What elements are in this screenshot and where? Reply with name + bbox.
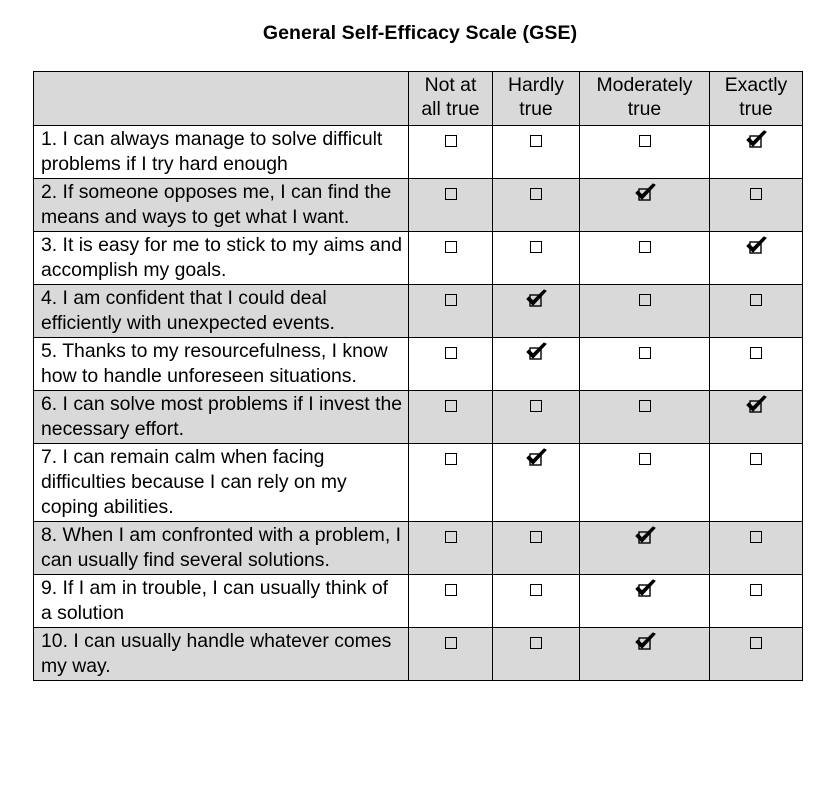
response-cell-not-at-all-true bbox=[409, 232, 493, 285]
checkbox-icon[interactable] bbox=[530, 584, 542, 596]
response-cell-hardly-true bbox=[493, 179, 580, 232]
response-cell-not-at-all-true bbox=[409, 338, 493, 391]
checkbox-icon[interactable] bbox=[445, 531, 457, 543]
checkbox-icon[interactable] bbox=[639, 135, 651, 147]
response-cell-hardly-true bbox=[493, 126, 580, 179]
response-cell-hardly-true bbox=[493, 285, 580, 338]
checked-box-icon[interactable] bbox=[524, 342, 548, 362]
checked-box-icon[interactable] bbox=[524, 448, 548, 468]
checkbox-icon[interactable] bbox=[530, 188, 542, 200]
checkbox-icon[interactable] bbox=[530, 531, 542, 543]
item-statement: 9. If I am in trouble, I can usually think of a solution bbox=[34, 575, 409, 628]
checkbox-icon[interactable] bbox=[530, 637, 542, 649]
response-cell-not-at-all-true bbox=[409, 126, 493, 179]
checkbox-icon[interactable] bbox=[530, 400, 542, 412]
checkbox-icon[interactable] bbox=[445, 241, 457, 253]
item-statement: 3. It is easy for me to stick to my aims and accomplish my goals. bbox=[34, 232, 409, 285]
header-statement bbox=[34, 72, 409, 126]
response-cell-moderately-true bbox=[580, 338, 710, 391]
item-row bbox=[34, 338, 803, 391]
item-statement: 8. When I am confronted with a problem, I can usually find several solutions. bbox=[34, 522, 409, 575]
checkbox-icon[interactable] bbox=[445, 347, 457, 359]
response-cell-moderately-true bbox=[580, 391, 710, 444]
response-cell-hardly-true bbox=[493, 232, 580, 285]
header-moderately-true: Moderately true bbox=[580, 72, 710, 126]
response-cell-moderately-true bbox=[580, 575, 710, 628]
item-statement: 10. I can usually handle whatever comes my way. bbox=[34, 628, 409, 681]
checkbox-icon[interactable] bbox=[750, 347, 762, 359]
checkbox-icon[interactable] bbox=[750, 294, 762, 306]
checked-box-icon[interactable] bbox=[524, 289, 548, 309]
item-statement: 4. I am confident that I could deal efficiently with unexpected events. bbox=[34, 285, 409, 338]
response-cell-moderately-true bbox=[580, 522, 710, 575]
checked-box-icon[interactable] bbox=[633, 579, 657, 599]
checked-box-icon[interactable] bbox=[633, 183, 657, 203]
response-cell-hardly-true bbox=[493, 391, 580, 444]
checkbox-icon[interactable] bbox=[530, 241, 542, 253]
checkbox-icon[interactable] bbox=[639, 453, 651, 465]
item-row bbox=[34, 391, 803, 444]
response-cell-exactly-true bbox=[710, 179, 803, 232]
response-cell-exactly-true bbox=[710, 338, 803, 391]
page-title: General Self-Efficacy Scale (GSE) bbox=[262, 22, 578, 44]
response-cell-exactly-true bbox=[710, 126, 803, 179]
item-row bbox=[34, 575, 803, 628]
header-row bbox=[34, 72, 803, 126]
checkbox-icon[interactable] bbox=[445, 453, 457, 465]
response-cell-exactly-true bbox=[710, 391, 803, 444]
response-cell-hardly-true bbox=[493, 522, 580, 575]
checkbox-icon[interactable] bbox=[445, 637, 457, 649]
response-cell-moderately-true bbox=[580, 126, 710, 179]
checkbox-icon[interactable] bbox=[445, 188, 457, 200]
response-cell-moderately-true bbox=[580, 179, 710, 232]
response-cell-moderately-true bbox=[580, 628, 710, 681]
item-row bbox=[34, 628, 803, 681]
item-row bbox=[34, 285, 803, 338]
checkbox-icon[interactable] bbox=[445, 294, 457, 306]
checked-box-icon[interactable] bbox=[633, 526, 657, 546]
checkbox-icon[interactable] bbox=[750, 188, 762, 200]
header-not-at-all-true: Not at all true bbox=[409, 72, 493, 126]
response-cell-exactly-true bbox=[710, 232, 803, 285]
response-cell-hardly-true bbox=[493, 575, 580, 628]
response-cell-moderately-true bbox=[580, 285, 710, 338]
item-statement: 1. I can always manage to solve difficult problems if I try hard enough bbox=[34, 126, 409, 179]
response-cell-not-at-all-true bbox=[409, 628, 493, 681]
response-cell-exactly-true bbox=[710, 575, 803, 628]
response-cell-not-at-all-true bbox=[409, 444, 493, 522]
response-cell-exactly-true bbox=[710, 285, 803, 338]
response-cell-not-at-all-true bbox=[409, 391, 493, 444]
checkbox-icon[interactable] bbox=[445, 584, 457, 596]
checkbox-icon[interactable] bbox=[750, 453, 762, 465]
item-row bbox=[34, 522, 803, 575]
item-statement: 6. I can solve most problems if I invest the necessary effort. bbox=[34, 391, 409, 444]
item-statement: 7. I can remain calm when facing difficulties because I can rely on my coping abilities. bbox=[34, 444, 409, 522]
item-row bbox=[34, 126, 803, 179]
checked-box-icon[interactable] bbox=[633, 632, 657, 652]
checkbox-icon[interactable] bbox=[445, 135, 457, 147]
response-cell-exactly-true bbox=[710, 444, 803, 522]
checkbox-icon[interactable] bbox=[750, 531, 762, 543]
checkbox-icon[interactable] bbox=[445, 400, 457, 412]
checkbox-icon[interactable] bbox=[639, 294, 651, 306]
response-cell-exactly-true bbox=[710, 522, 803, 575]
checkbox-icon[interactable] bbox=[530, 135, 542, 147]
response-cell-moderately-true bbox=[580, 232, 710, 285]
header-exactly-true: Exactly true bbox=[710, 72, 803, 126]
item-row bbox=[34, 232, 803, 285]
response-cell-not-at-all-true bbox=[409, 522, 493, 575]
item-statement: 5. Thanks to my resourcefulness, I know how to handle unforeseen situations. bbox=[34, 338, 409, 391]
response-cell-hardly-true bbox=[493, 444, 580, 522]
response-cell-exactly-true bbox=[710, 628, 803, 681]
response-cell-not-at-all-true bbox=[409, 179, 493, 232]
response-cell-hardly-true bbox=[493, 338, 580, 391]
checkbox-icon[interactable] bbox=[639, 400, 651, 412]
item-row bbox=[34, 444, 803, 522]
response-cell-not-at-all-true bbox=[409, 285, 493, 338]
checkbox-icon[interactable] bbox=[639, 347, 651, 359]
checked-box-icon[interactable] bbox=[744, 130, 768, 150]
checked-box-icon[interactable] bbox=[744, 395, 768, 415]
gse-table bbox=[33, 71, 803, 681]
item-statement: 2. If someone opposes me, I can find the means and ways to get what I want. bbox=[34, 179, 409, 232]
response-cell-moderately-true bbox=[580, 444, 710, 522]
checked-box-icon[interactable] bbox=[744, 236, 768, 256]
response-cell-not-at-all-true bbox=[409, 575, 493, 628]
checkbox-icon[interactable] bbox=[639, 241, 651, 253]
header-hardly-true: Hardly true bbox=[493, 72, 580, 126]
response-cell-hardly-true bbox=[493, 628, 580, 681]
checkbox-icon[interactable] bbox=[750, 584, 762, 596]
checkbox-icon[interactable] bbox=[750, 637, 762, 649]
item-row bbox=[34, 179, 803, 232]
